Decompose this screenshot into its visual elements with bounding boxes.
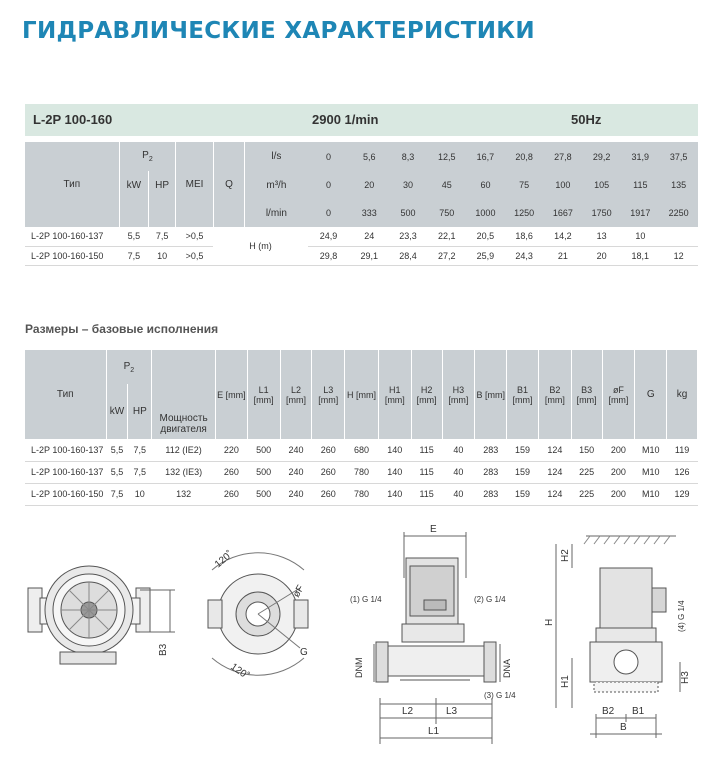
dimensions-section-title: Размеры – базовые исполнения <box>25 322 219 336</box>
pump-side-view-drawing <box>556 536 680 738</box>
flow-ls-cell: 16,7 <box>476 151 495 162</box>
col-mei-header: MEI <box>176 142 214 227</box>
head-cell: 27,2 <box>427 246 467 265</box>
row-motor: 112 (IE2) <box>152 439 216 461</box>
col-kw-header: kW <box>119 171 148 199</box>
unit-ls: l/s <box>245 142 308 171</box>
col-g-header: G <box>635 350 667 439</box>
flow-m3h-cell: 105 <box>594 180 610 190</box>
dim-cell: 220 <box>215 439 247 461</box>
label-g2: (2) G 1/4 <box>474 595 506 604</box>
dim-cell: 780 <box>345 483 379 505</box>
flow-m3h-cell: 60 <box>480 180 491 190</box>
col-h3-header: H3 [mm] <box>442 350 475 439</box>
label-b1: B1 <box>632 706 645 717</box>
table-row <box>25 246 698 265</box>
label-g3: (3) G 1/4 <box>484 691 516 700</box>
flow-lmin-cell: 1667 <box>552 208 573 218</box>
flow-lmin-cell: 750 <box>439 208 455 218</box>
row-hp: 7,5 <box>128 439 152 461</box>
hydraulic-table <box>25 142 698 266</box>
flow-ls-cell: 31,9 <box>631 151 650 162</box>
dim-cell: 200 <box>602 439 635 461</box>
dim-cell: 200 <box>602 461 635 483</box>
dim-cell: 680 <box>345 439 379 461</box>
head-cell: 23,3 <box>389 227 427 246</box>
dim-cell: M10 <box>635 439 667 461</box>
label-h3: H3 <box>680 671 691 684</box>
col-q-header: Q <box>213 142 244 227</box>
row-type: L-2P 100-160-137 <box>25 461 106 483</box>
dim-cell: 159 <box>507 461 539 483</box>
dim-cell: 260 <box>312 461 345 483</box>
flow-lmin-cell: 0 <box>325 208 331 218</box>
dim-cell: 119 <box>667 439 698 461</box>
label-l1: L1 <box>428 726 440 737</box>
flow-m3h-cell: 75 <box>519 180 530 190</box>
row-motor: 132 (IE3) <box>152 461 216 483</box>
label-b3: B3 <box>158 643 169 656</box>
dim-cell: 225 <box>571 461 602 483</box>
head-cell: 10 <box>621 227 659 246</box>
flow-lmin-cell: 333 <box>361 208 377 218</box>
dim-cell: 780 <box>345 461 379 483</box>
label-g4: (4) G 1/4 <box>677 600 686 632</box>
label-dnm: DNM <box>354 657 364 678</box>
row-kw: 7,5 <box>119 246 148 265</box>
technical-drawings <box>0 518 725 758</box>
head-cell: 20,5 <box>467 227 505 246</box>
dim-cell: 283 <box>475 483 507 505</box>
frequency-label: 50Hz <box>571 112 602 127</box>
row-motor: 132 <box>152 483 216 505</box>
dim-cell: 140 <box>378 461 411 483</box>
label-angle-2: 120˚ <box>228 661 251 682</box>
flow-lmin-cell: 1750 <box>591 208 612 218</box>
label-f: øF <box>291 583 307 600</box>
flow-lmin-cell: 500 <box>400 208 416 218</box>
flow-ls-cell: 0 <box>325 151 331 162</box>
dim-cell: 283 <box>475 461 507 483</box>
flow-m3h-cell: 45 <box>441 180 452 190</box>
row-type: L-2P 100-160-137 <box>25 439 106 461</box>
dim-cell: 260 <box>312 483 345 505</box>
dim-cell: 40 <box>442 483 475 505</box>
dim-cell: 40 <box>442 461 475 483</box>
col-p2-header: $P_2$ <box>106 350 152 384</box>
head-cell: 22,1 <box>427 227 467 246</box>
dim-cell: M10 <box>635 461 667 483</box>
flow-ls-cell: 37,5 <box>669 151 688 162</box>
col-p2-header: $P_2$ <box>119 142 176 171</box>
dim-cell: M10 <box>635 483 667 505</box>
col-h-header: H [mm] <box>345 350 379 439</box>
dim-cell: 124 <box>538 439 571 461</box>
row-hp: 10 <box>148 246 175 265</box>
flow-ls-cell: 29,2 <box>592 151 611 162</box>
table-row <box>25 461 698 483</box>
col-h1-header: H1 [mm] <box>378 350 411 439</box>
dim-cell: 159 <box>507 439 539 461</box>
dim-cell: 159 <box>507 483 539 505</box>
row-type: L-2P 100-160-150 <box>25 246 119 265</box>
col-hp-header: HP <box>148 171 175 199</box>
dim-cell: 140 <box>378 439 411 461</box>
dimensions-table <box>25 350 698 506</box>
dim-cell: 124 <box>538 483 571 505</box>
bolt-pattern-drawing <box>208 553 308 675</box>
label-l3: L3 <box>446 706 458 717</box>
head-cell: 25,9 <box>467 246 505 265</box>
flow-m3h-cell: 115 <box>633 180 648 190</box>
h-label: H (m) <box>213 227 307 265</box>
col-b1-header: B1 [mm] <box>507 350 539 439</box>
col-f-header: øF [mm] <box>602 350 635 439</box>
dim-cell: 140 <box>378 483 411 505</box>
row-kw: 7,5 <box>106 483 128 505</box>
flow-ls-cell: 8,3 <box>401 151 415 162</box>
row-hp: 10 <box>128 483 152 505</box>
label-h: H <box>544 618 555 626</box>
col-l2-header: L2 [mm] <box>280 350 312 439</box>
dim-cell: 129 <box>667 483 698 505</box>
label-angle-1: 120˚ <box>212 549 236 571</box>
head-cell: 24 <box>349 227 389 246</box>
dim-cell: 500 <box>247 461 280 483</box>
dim-cell: 283 <box>475 439 507 461</box>
flow-lmin-cell: 1917 <box>630 208 651 218</box>
flow-m3h-cell: 0 <box>325 180 331 190</box>
dim-cell: 240 <box>280 483 312 505</box>
col-e-header: E [mm] <box>215 350 247 439</box>
head-cell: 29,1 <box>349 246 389 265</box>
head-cell: 13 <box>582 227 622 246</box>
flow-m3h-cell: 20 <box>364 180 375 190</box>
flow-ls-cell: 5,6 <box>363 151 376 162</box>
row-hp: 7,5 <box>148 227 175 246</box>
col-motor-header: Мощность двигателя <box>152 350 216 439</box>
unit-m3h: m³/h <box>245 171 308 199</box>
page-title: ГИДРАВЛИЧЕСКИЕ ХАРАКТЕРИСТИКИ <box>22 18 535 44</box>
col-kg-header: kg <box>667 350 698 439</box>
table-row <box>25 227 698 246</box>
row-kw: 5,5 <box>106 461 128 483</box>
flow-m3h-cell: 135 <box>671 180 687 190</box>
flow-lmin-cell: 2250 <box>668 208 689 218</box>
dim-cell: 240 <box>280 439 312 461</box>
dim-cell: 115 <box>411 461 442 483</box>
model-name: L-2P 100-160 <box>33 112 113 127</box>
label-h1: H1 <box>560 675 571 688</box>
row-type: L-2P 100-160-150 <box>25 483 106 505</box>
head-cell: 21 <box>544 246 582 265</box>
head-cell: 24,9 <box>308 227 350 246</box>
flow-lmin-cell: 1250 <box>514 208 535 218</box>
row-hp: 7,5 <box>128 461 152 483</box>
table-row <box>25 439 698 461</box>
col-b3-header: B3 [mm] <box>571 350 602 439</box>
row-mei: >0,5 <box>176 246 214 265</box>
flow-ls-cell: 20,8 <box>515 151 533 162</box>
speed-label: 2900 1/min <box>312 112 379 127</box>
pump-top-view-drawing <box>28 566 175 664</box>
row-mei: >0,5 <box>176 227 214 246</box>
label-g: G <box>300 647 308 658</box>
dim-cell: 40 <box>442 439 475 461</box>
dim-cell: 115 <box>411 483 442 505</box>
col-l1-header: L1 [mm] <box>247 350 280 439</box>
row-kw: 5,5 <box>119 227 148 246</box>
dim-cell: 500 <box>247 483 280 505</box>
head-cell: 29,8 <box>308 246 350 265</box>
col-l3-header: L3 [mm] <box>312 350 345 439</box>
head-cell: 18,1 <box>621 246 659 265</box>
col-b2-header: B2 [mm] <box>538 350 571 439</box>
dim-cell: 500 <box>247 439 280 461</box>
flow-ls-cell: 27,8 <box>554 151 572 162</box>
head-cell <box>659 227 698 246</box>
pump-front-view-drawing <box>374 532 500 744</box>
flow-ls-cell: 12,5 <box>437 151 456 162</box>
label-g1: (1) G 1/4 <box>350 595 382 604</box>
hydraulic-header-bar <box>25 104 698 136</box>
dim-cell: 115 <box>411 439 442 461</box>
dim-cell: 260 <box>215 461 247 483</box>
dim-cell: 124 <box>538 461 571 483</box>
row-kw: 5,5 <box>106 439 128 461</box>
col-h2-header: H2 [mm] <box>411 350 442 439</box>
flow-lmin-cell: 1000 <box>475 208 496 218</box>
head-cell: 28,4 <box>389 246 427 265</box>
dim-cell: 260 <box>312 439 345 461</box>
dim-cell: 150 <box>571 439 602 461</box>
dim-cell: 260 <box>215 483 247 505</box>
label-e: E <box>430 524 437 535</box>
flow-m3h-cell: 30 <box>403 180 414 190</box>
head-cell: 18,6 <box>504 227 544 246</box>
dim-cell: 126 <box>667 461 698 483</box>
col-type-header: Тип <box>25 350 106 439</box>
head-cell: 20 <box>582 246 622 265</box>
label-l2: L2 <box>402 706 414 717</box>
dim-cell: 200 <box>602 483 635 505</box>
head-cell: 14,2 <box>544 227 582 246</box>
head-cell: 24,3 <box>504 246 544 265</box>
flow-m3h-cell: 100 <box>555 180 571 190</box>
row-type: L-2P 100-160-137 <box>25 227 119 246</box>
label-dna: DNA <box>502 658 512 678</box>
col-b-header: B [mm] <box>475 350 507 439</box>
col-type-header: Тип <box>63 179 81 190</box>
label-b2: B2 <box>602 706 615 717</box>
col-hp-header: HP <box>128 384 152 439</box>
label-h2: H2 <box>560 549 571 562</box>
table-row <box>25 483 698 505</box>
unit-lmin: l/min <box>245 199 308 227</box>
col-kw-header: kW <box>106 384 128 439</box>
dim-cell: 225 <box>571 483 602 505</box>
label-b: B <box>620 722 627 733</box>
head-cell: 12 <box>659 246 698 265</box>
dim-cell: 240 <box>280 461 312 483</box>
